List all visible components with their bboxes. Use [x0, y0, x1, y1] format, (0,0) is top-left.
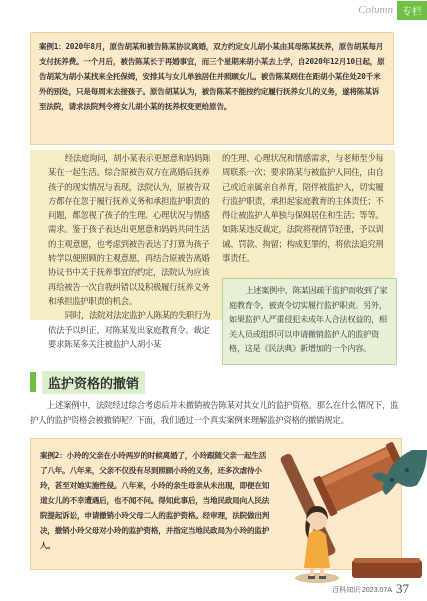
right-paragraph-1: 的生理、心理状况和情感需求，与老师至少每周联系一次；要求陈某与被监护人同住，由自己或近亲属亲自养育，陪伴被监护人，切实履行监护职责，承担起家庭教育的主体责任；不得让被监护人单独与保姆居住和生活；等等。如陈某违反裁定，法院将视情节轻重，予以训诫、罚款、拘留；构成犯罪的，将依法追究刑事责任。 [222, 153, 384, 264]
case2-text: 案例2：小玲的父亲在小玲两岁的时候离婚了，小玲跟随父亲一起生活了八年。八年来，父亲不仅没有尽到照顾小玲的义务，还多次虐待小玲，甚至对她实施性侵。八年来，小玲的亲生母亲从未出现，即便在知道女儿的不幸遭遇后，也不闻不问。得知此事后，当地民政局向人民法院提起诉讼，申请撤销小玲父母二人的监护资格。经审理，法院做出判决，撤销小玲父母对小玲的监护资格，并指定当地民政局为小玲的监护人。 [40, 451, 270, 550]
column-label-cn: 专栏 [397, 1, 427, 20]
left-column [48, 151, 213, 351]
publication-info: 百科知识 2023.07A [332, 587, 392, 594]
summary-box [222, 278, 397, 365]
page-number: 37 [396, 581, 409, 596]
left-paragraph-2: 同时，法院对法定监护人陈某的失职行为依法予以纠正，对陈某发出家庭教育令。裁定要求陈某多关注被监护人胡小某 [48, 310, 211, 349]
column-header [358, 0, 427, 20]
case1-box [30, 32, 394, 145]
page-footer [332, 581, 409, 597]
intro-paragraph: 上述案例中，法院经过综合考虑后并未撤销被告陈某对其女儿的监护资格。那么在什么情况下，监护人的监护资格会被撤销呢？下面，我们通过一个真实案例来理解监护资格的撤销规定。 [30, 400, 399, 425]
gavel-girl-illustration [262, 440, 427, 590]
summary-text: 上述案例中，陈某因疏于监护而收到了家庭教育令，被责令切实履行监护职责。另外，如果监护人严重侵犯未成年人合法权益的，相关人员或组织可以申请撤销监护人的监护资格，这是《民法典》新增加的一个内容。 [229, 285, 388, 353]
left-paragraph-1: 经法庭询问，胡小某表示更愿意和妈妈陈某在一起生活。综合原被告双方在离婚后抚养孩子的现实情况与表现，法院认为，原被告双方都存在忽于履行抚养义务和承担监护职责的问题，都忽视了孩子的生理、心理状况与情感需求。鉴于孩子表达出更愿意和妈妈共同生活的主观意愿，也考虑到被告表达了打算为孩子转学以便照顾的主观意愿，再结合原被告离婚协议书中关于抚养事宜的约定，法院认为应该再给被告一次自我纠错以及积极履行抚养义务和承担监护职责的机会。 [48, 153, 211, 306]
right-column [222, 151, 387, 265]
section-heading [30, 370, 145, 394]
section-title: 监护资格的撤销 [42, 371, 145, 394]
section-accent-bar [30, 372, 36, 392]
column-label-en: Column [358, 4, 393, 16]
case1-text: 案例1：2020年8月，原告胡某和被告陈某协议离婚，双方约定女儿胡小某由其母陈某抚养，原告胡某每月支付抚养费。一个月后，被告陈某长于再婚事宜，而三个星期来胡小某去上学，自2020年12月10日起，原告胡某为胡小某找来全托保姆，安排其与女儿单独居住并照顾女儿。被告陈某则住在距胡小某住处20千米外的别处，只是每周末去接孩子。原告胡某认为，被告陈某不能按约定履行抚养女儿的义务，遂将陈某诉至法院，请求法院判令将女儿胡小某的抚养权变更给原告。 [39, 42, 385, 111]
